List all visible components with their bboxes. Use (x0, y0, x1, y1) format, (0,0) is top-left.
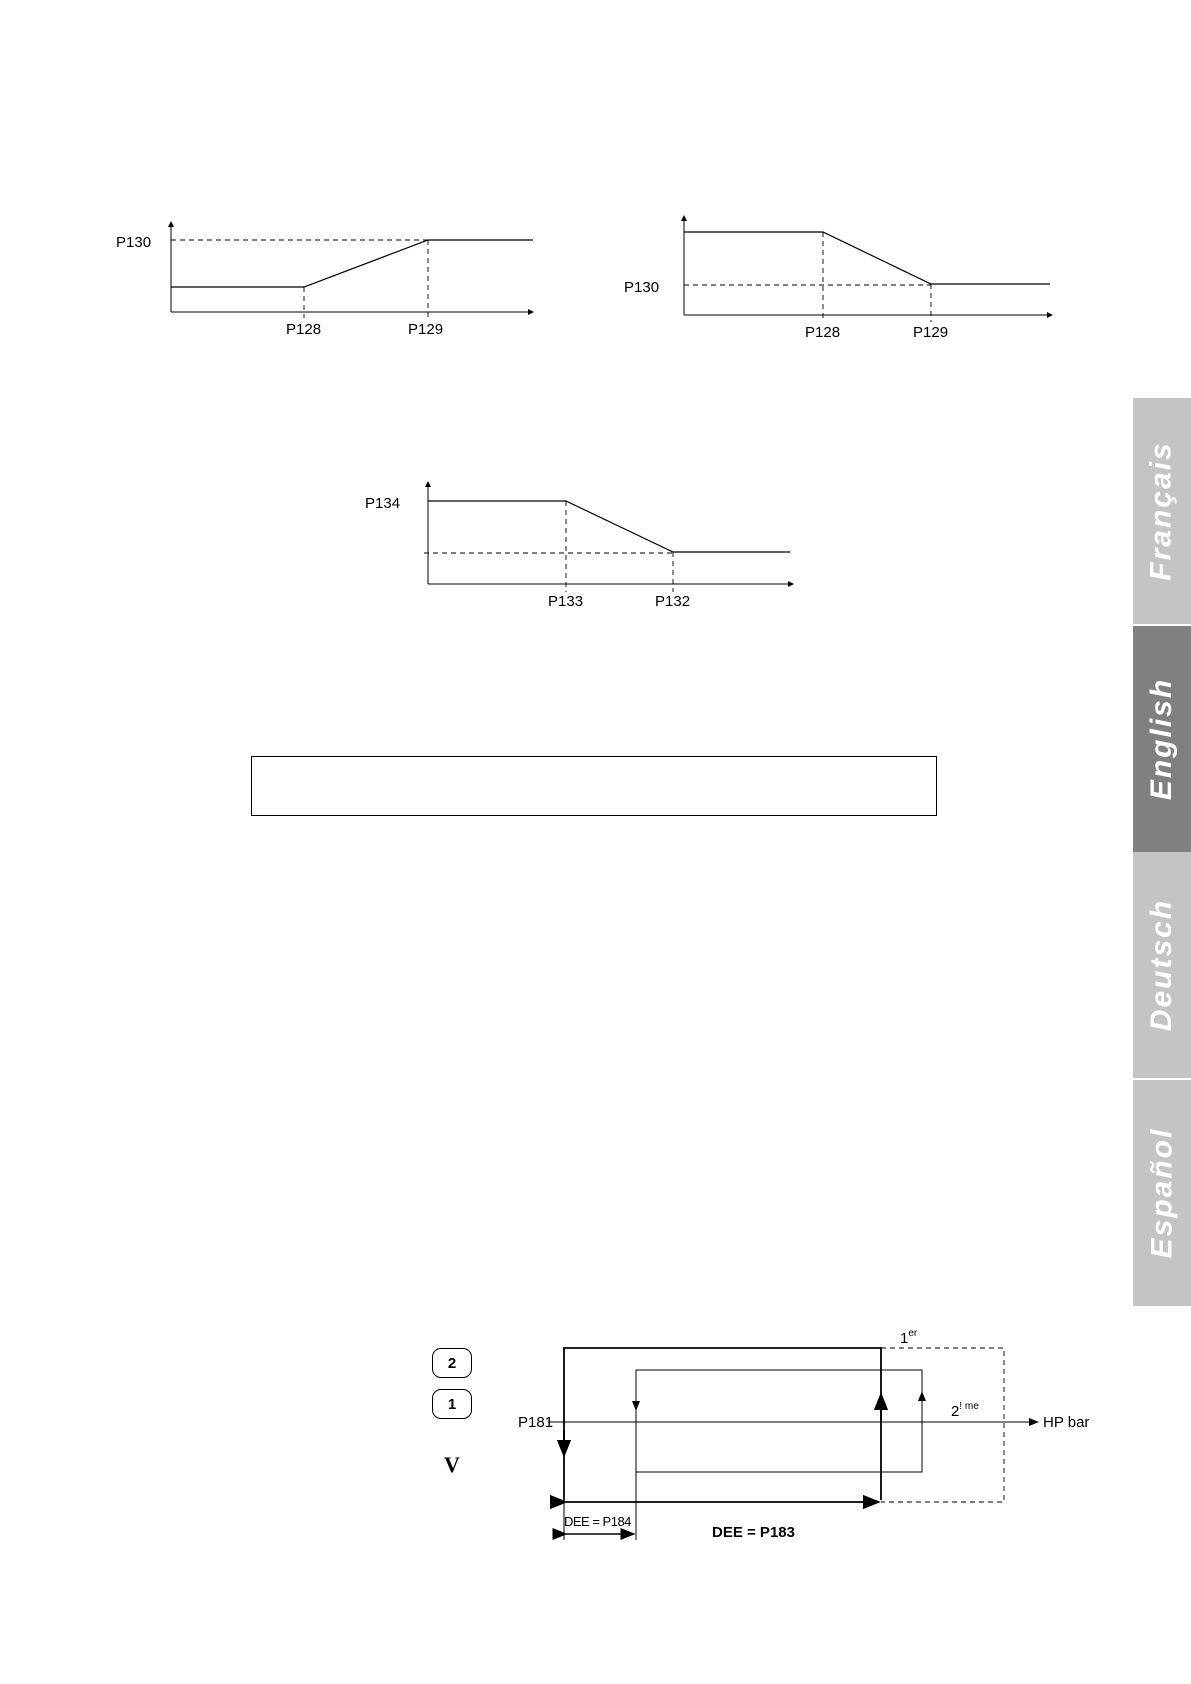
graph2-guides (684, 232, 931, 322)
graph3-axes (428, 482, 793, 584)
lang-tab-espanol[interactable] (1133, 1080, 1191, 1306)
graph2-x-label-2: P129 (913, 324, 949, 341)
graph1-y-label: P130 (116, 234, 152, 251)
lang-tab-espanol-label: Español (1145, 1127, 1179, 1259)
second-stage-label: $2^{! me}$ (951, 1401, 979, 1420)
inner-loop (636, 1370, 922, 1472)
first-stage-sup: er (908, 1328, 918, 1339)
graph3-x-label-1: P133 (548, 593, 584, 610)
lang-tab-francais[interactable] (1133, 398, 1191, 624)
second-stage-sup: ! me (959, 1401, 979, 1412)
outer-loop (564, 1348, 881, 1500)
graph1-x-label-1: P128 (286, 321, 322, 338)
hysteresis-diagram (518, 1328, 1089, 1541)
graph3-x-label-2: P132 (655, 593, 691, 610)
key-stage-2 (432, 1348, 472, 1378)
lang-tab-english-label: English (1145, 677, 1178, 801)
graph1-guides (171, 240, 428, 318)
dee-small-label: DEE = P184 (564, 1514, 631, 1529)
first-stage-label: 1er (900, 1328, 918, 1347)
dee-large-label: DEE = P183 (712, 1524, 795, 1541)
graph1-curve (171, 240, 533, 287)
v-label: V (444, 1452, 460, 1477)
graph3-guides (424, 501, 673, 592)
lang-tab-english[interactable] (1133, 626, 1191, 852)
graph2-curve (684, 232, 1050, 284)
axis-label: HP bar (1043, 1414, 1090, 1431)
graph1-x-label-2: P129 (408, 321, 444, 338)
key-stage-2-label: 2 (447, 1354, 457, 1372)
key-stage-1 (432, 1389, 472, 1419)
threshold-label: P181 (518, 1414, 554, 1431)
graph3-y-label: P134 (365, 495, 401, 512)
graph1-axes (171, 222, 533, 312)
lang-tab-deutsch[interactable] (1133, 852, 1191, 1078)
lang-tab-deutsch-label: Deutsch (1145, 898, 1179, 1032)
graph3-curve (428, 501, 790, 552)
graph2-y-label: P130 (624, 279, 660, 296)
key-stage-1-label: 1 (447, 1395, 457, 1413)
lang-tab-francais-label: Français (1145, 441, 1178, 581)
note-box (251, 756, 937, 816)
graph2-x-label-1: P128 (805, 324, 841, 341)
dashed-extension (881, 1348, 1004, 1502)
graph2-axes (684, 216, 1052, 315)
